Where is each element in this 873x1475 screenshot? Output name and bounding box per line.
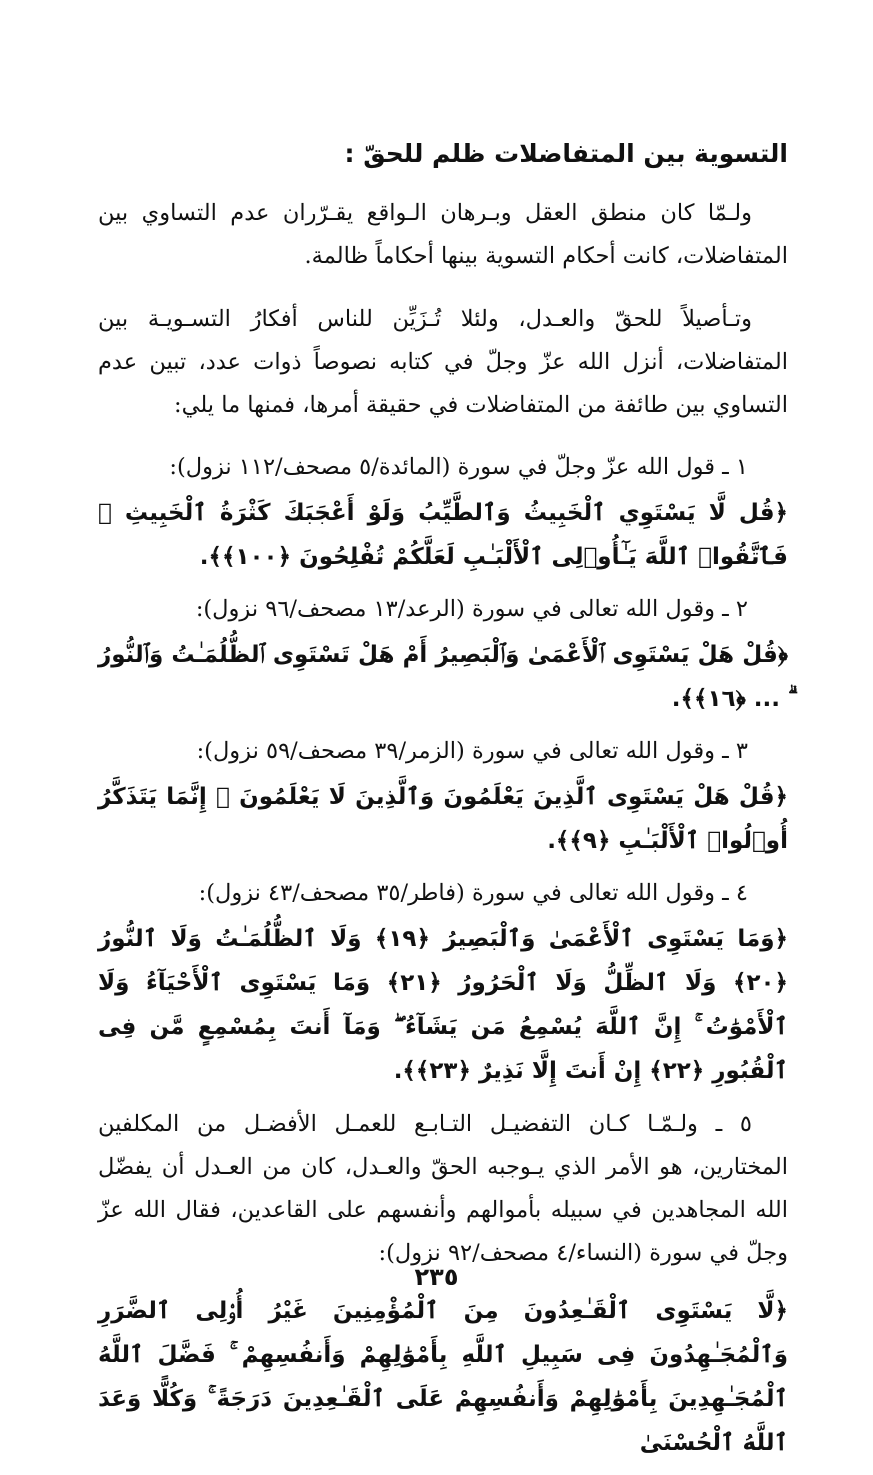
citation-1: ١ ـ قول الله عزّ وجلّ في سورة (المائدة/٥ مصحف/١١٢ نزول): [169, 454, 748, 480]
citation-2: ٢ ـ وقول الله تعالى في سورة (الرعد/١٣ مصحف/٩٦ نزول): [195, 596, 748, 622]
verse-item-2 [98, 589, 788, 721]
verse-item-3 [98, 731, 788, 863]
quran-verse-4: ﴿وَمَا يَسْتَوِى ٱلْأَعْمَىٰ وَٱلْبَصِيرُ ﴿١٩﴾ وَلَا ٱلظُّلُمَـٰتُ وَلَا ٱلنُّورُ ﴿٢٠﴾ وَلَا ٱلظِّلُّ وَلَا ٱلْحَرُورُ ﴿٢١﴾ وَمَا يَسْتَوِى ٱلْأَحْيَآءُ وَلَا ٱلْأَمْوَٰتُ ۚ إِنَّ ٱللَّهَ يُسْمِعُ مَن يَشَآءُ ۖ وَمَآ أَنتَ بِمُسْمِعٍ مَّن فِى ٱلْقُبُورِ ﴿٢٢﴾ إِنْ أَنتَ إِلَّا نَذِيرٌ ﴿٢٣﴾﴾. [98, 926, 788, 1084]
citation-3: ٣ ـ وقول الله تعالى في سورة (الزمر/٣٩ مصحف/٥٩ نزول): [196, 738, 748, 764]
verse-item-4 [98, 873, 788, 1093]
section-heading: التسوية بين المتفاضلات ظلم للحقّ : [344, 139, 788, 168]
page-number: ٢٣٥ [414, 1263, 459, 1291]
paragraph-intro: ولـمّا كان منطق العقل وبـرهان الـواقع يقـرّران عدم التساوي بين المتفاضلات، كانت أحكام التسوية بينها أحكاماً ظالمة. [98, 200, 788, 269]
verse-item-1 [98, 447, 788, 579]
paragraph-item-5: ٥ ـ ولـمّـا كـان التفضيـل التـابـع للعمـل الأفضـل من المكلفين المختارين، هو الأمر الذي يـوجبه الحقّ والعـدل، كان من العـدل أن يفضّل الله المجاهدين في سبيله بأموالهم وأنفسهم على القاعدين، فقال الله عزّ وجلّ في سورة (النساء/٤ مصحف/٩٢ نزول): [98, 1111, 788, 1266]
paragraph-context: وتـأصيلاً للحقّ والعـدل، ولئلا تُـزَيِّن للناس أفكارُ التسـويـة بين المتفاضلات، أنزل الله عزّ وجلّ في كتابه نصوصاً ذوات عدد، تبين عدم التساوي بين طائفة من المتفاضلات في حقيقة أمرها، فمنها ما يلي: [98, 306, 788, 418]
quran-verse-3: ﴿قُلْ هَلْ يَسْتَوِى ٱلَّذِينَ يَعْلَمُونَ وَٱلَّذِينَ لَا يَعْلَمُونَ ۗ إِنَّمَا يَتَذَكَّرُ أُو۟لُوا۟ ٱلْأَلْبَـٰبِ ﴿٩﴾﴾. [98, 784, 788, 854]
quran-verse-1: ﴿قُل لَّا يَسْتَوِي ٱلْخَبِيثُ وَٱلطَّيِّبُ وَلَوْ أَعْجَبَكَ كَثْرَةُ ٱلْخَبِيثِ ۚ فَٱتَّقُوا۟ ٱللَّهَ يَـٰٓأُو۟لِى ٱلْأَلْبَـٰبِ لَعَلَّكُمْ تُفْلِحُونَ ﴿١٠٠﴾﴾. [98, 500, 788, 570]
quran-verse-5: ﴿لَّا يَسْتَوِى ٱلْقَـٰعِدُونَ مِنَ ٱلْمُؤْمِنِينَ غَيْرُ أُو۟لِى ٱلضَّرَرِ وَٱلْمُجَـٰهِدُونَ فِى سَبِيلِ ٱللَّهِ بِأَمْوَٰلِهِمْ وَأَنفُسِهِمْ ۚ فَضَّلَ ٱللَّهُ ٱلْمُجَـٰهِدِينَ بِأَمْوَٰلِهِمْ وَأَنفُسِهِمْ عَلَى ٱلْقَـٰعِدِينَ دَرَجَةً ۚ وَكُلًّا وَعَدَ ٱللَّهُ ٱلْحُسْنَىٰ [98, 1298, 788, 1456]
citation-4: ٤ ـ وقول الله تعالى في سورة (فاطر/٣٥ مصحف/٤٣ نزول): [198, 880, 748, 906]
quran-verse-2: ﴿قُلْ هَلْ يَسْتَوِى ٱلْأَعْمَىٰ وَٱلْبَصِيرُ أَمْ هَلْ تَسْتَوِى ٱلظُّلُمَـٰتُ وَٱلنُّورُ ۗ ... ﴿١٦﴾﴾. [98, 642, 788, 712]
